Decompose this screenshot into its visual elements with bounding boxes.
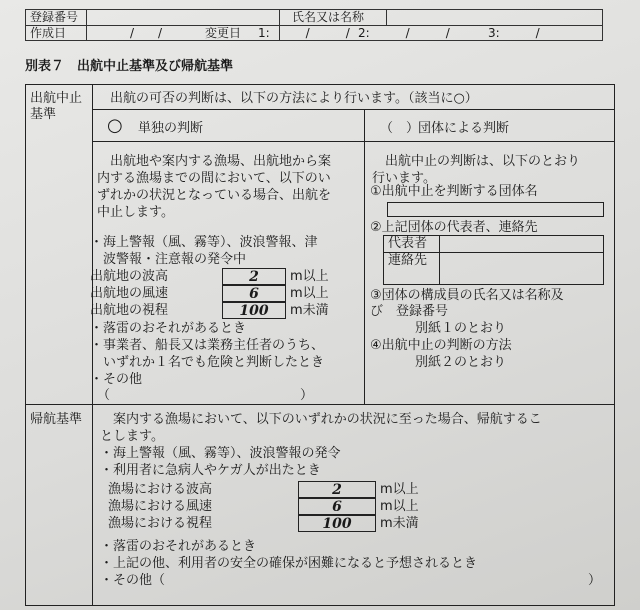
single-title: 単独の判断	[138, 121, 204, 136]
stop-other: ・その他	[90, 372, 143, 387]
stop-wind-unit: m以上	[290, 286, 329, 301]
group-item-1: ①出航中止を判断する団体名	[370, 184, 538, 199]
change-date-1: 1: / /	[258, 26, 350, 40]
group-name-field	[387, 202, 604, 217]
return-wave-value: 2	[298, 481, 376, 498]
stop-row-label-2: 基準	[30, 107, 57, 122]
return-safety: ・上記の他、利用者の安全の確保が困難になると予想されるとき	[100, 556, 478, 571]
return-vis-unit: m未満	[380, 516, 419, 531]
stop-warning-line-1: ・海上警報（風、霧等）、波浪警報、津	[90, 235, 318, 250]
stop-warning-line-2: 波警報・注意報の発令中	[90, 252, 247, 267]
stop-wind-value: 6	[222, 285, 286, 302]
return-other: ・その他（	[100, 573, 166, 588]
group-item-2: ②上記団体の代表者、連絡先	[370, 220, 538, 235]
stop-operator-line-2: いずれか１名でも危険と判断したとき	[90, 355, 325, 370]
group-item-3-ref: 別紙１のとおり	[415, 321, 507, 336]
change-date-3: 3: /	[488, 26, 540, 40]
change-date-2: 2: / /	[358, 26, 450, 40]
stop-vis-unit: m未満	[290, 303, 329, 318]
group-text-line-2: 行います。	[372, 171, 436, 186]
group-checkbox: （ ）	[380, 121, 420, 136]
return-vis-label: 漁場における視程	[108, 516, 213, 531]
return-wave-label: 漁場における波高	[108, 482, 213, 497]
page-title: 別表７ 出航中止基準及び帰航基準	[25, 59, 234, 74]
group-item-3-line-1: ③団体の構成員の氏名又は名称及	[370, 288, 564, 303]
return-other-close: ）	[588, 573, 602, 588]
stop-lightning: ・落雷のおそれがあるとき	[90, 321, 247, 336]
changed-label: 変更日	[205, 26, 242, 40]
group-contact-label: 連絡先	[388, 253, 428, 268]
stop-vis-value: 100	[222, 302, 286, 319]
group-item-3-line-2: び 登録番号	[370, 304, 449, 319]
created-date: / /	[130, 26, 163, 40]
document-page: 登録番号 氏名又は名称 作成日 / / 変更日 1: / / 2: / / 3: / 別表７ 出航中止基準及び帰航基準 出航中止 基準 出航の可否の判断は、以下の方法により行います。（該当に○） ○ 単独の判断 （ ） 団体による判断 出航地や案内する漁場、出航地から案 内する漁場までの間において、以下のい ずれかの状況となっている場合、出航を 中止します。 ・海上警報（風、霧等）、波浪警報、津 波警報・注意報の発令中 出航地の波高 出航地の風速 出航地の視程 2 6 100 m以上 m以上 m未満 ・落雷のおそれがあるとき ・事業者、船長又は業務主任者のうち、 いずれか１名でも危険と判断したとき ・その他 （ ） 出航中止の判断は、以下のとおり 行います。 ①出航中止を判断する団体名 ②上記団体の代表者、連絡先 代表者 連絡先 ③団体の構成員の氏名又は名称及 び 登録番号 別紙１のとおり ④出航中止の判断の方法 別紙２のとおり 帰航基準 案内する漁場において、以下のいずれかの状況に至った場合、帰航するこ とします。 ・海上警報（風、霧等）、波浪警報の発令 ・利用者に急病人やケガ人が出たとき 漁場における波高 漁場における風速 漁場における視程 2 6 100 m以上 m以上 m未満 ・落雷のおそれがあるとき ・上記の他、利用者の安全の確保が困難になると予想されるとき ・その他（ ）	[0, 0, 640, 610]
group-item-4: ④出航中止の判断の方法	[370, 338, 512, 353]
return-wave-unit: m以上	[380, 482, 419, 497]
stop-other-paren-close: ）	[300, 388, 314, 403]
group-rep-label: 代表者	[388, 236, 428, 251]
created-label: 作成日	[30, 26, 67, 40]
stop-other-paren-open: （	[97, 388, 111, 403]
stop-vis-label: 出航地の視程	[90, 303, 169, 318]
return-row-label: 帰航基準	[30, 412, 83, 427]
single-check-mark: ○	[107, 115, 123, 136]
return-vis-value: 100	[298, 515, 376, 532]
group-text-line-1: 出航中止の判断は、以下のとおり	[372, 154, 581, 169]
return-wind-value: 6	[298, 498, 376, 515]
return-illness: ・利用者に急病人やケガ人が出たとき	[100, 463, 321, 478]
stop-wave-value: 2	[222, 268, 286, 285]
return-wind-unit: m以上	[380, 499, 419, 514]
name-label: 氏名又は名称	[292, 10, 365, 24]
group-item-4-ref: 別紙２のとおり	[415, 355, 507, 370]
return-wind-label: 漁場における風速	[108, 499, 213, 514]
return-warning: ・海上警報（風、霧等）、波浪警報の発令	[100, 446, 341, 461]
return-lightning: ・落雷のおそれがあるとき	[100, 539, 257, 554]
reg-no-label: 登録番号	[30, 10, 79, 24]
stop-wave-label: 出航地の波高	[90, 269, 169, 284]
stop-operator-line-1: ・事業者、船長又は業務主任者のうち、	[90, 338, 325, 353]
return-intro-line-2: とします。	[100, 429, 164, 444]
group-title: 団体による判断	[418, 121, 510, 136]
stop-wave-unit: m以上	[290, 269, 329, 284]
stop-row-label-1: 出航中止	[30, 91, 83, 106]
return-intro-line-1: 案内する漁場において、以下のいずれかの状況に至った場合、帰航するこ	[100, 412, 542, 427]
stop-wind-label: 出航地の風速	[90, 286, 169, 301]
stop-intro: 出航の可否の判断は、以下の方法により行います。（該当に○）	[110, 91, 478, 106]
